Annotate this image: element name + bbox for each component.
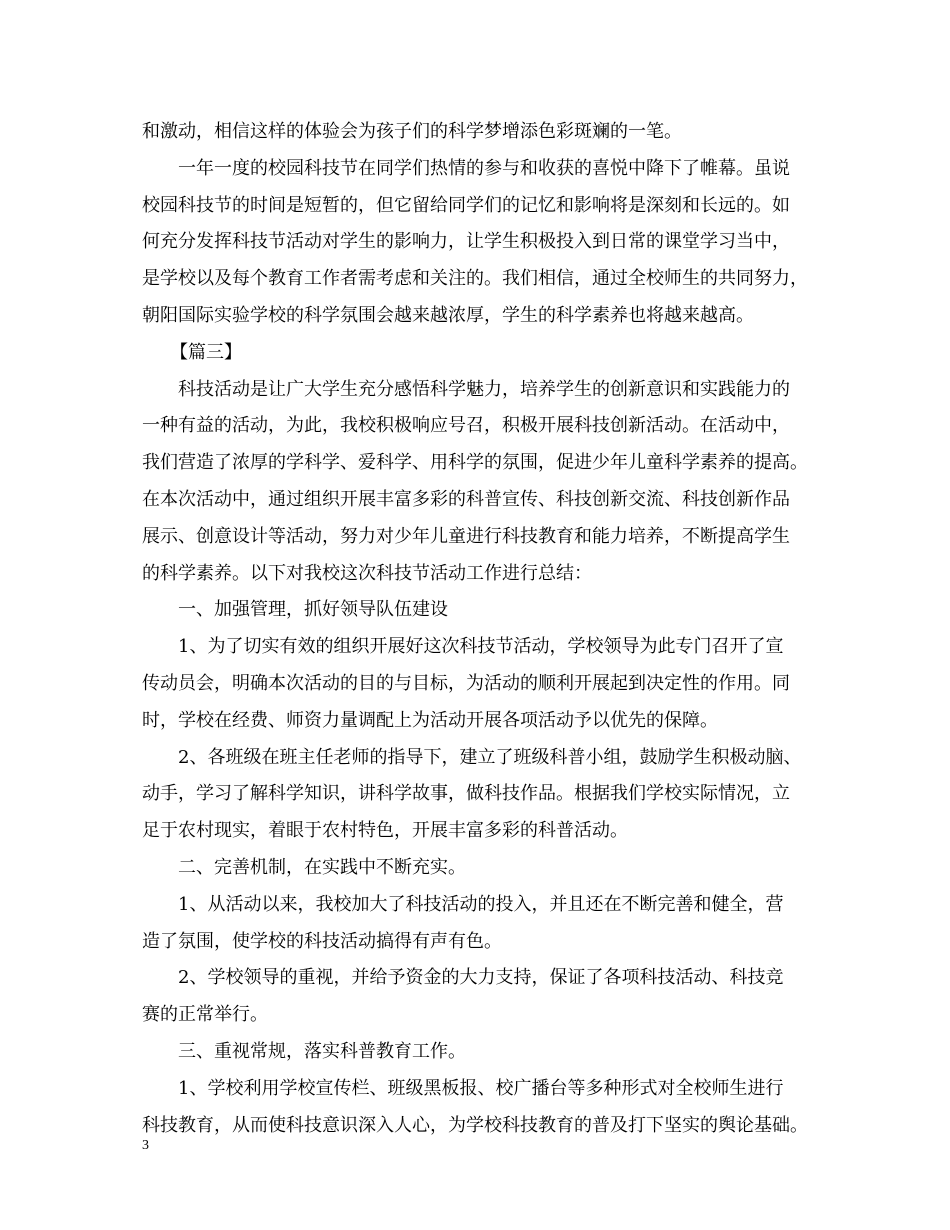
paragraph-start-line: 1、从活动以来，我校加大了科技活动的投入，并且还在不断完善和健全，营 bbox=[178, 893, 784, 915]
text-line: 传动员会，明确本次活动的目的与目标，为活动的顺利开展起到决定性的作用。同 bbox=[142, 672, 790, 694]
paragraph-start-line: 2、各班级在班主任老师的指导下，建立了班级科普小组，鼓励学生积极动脑、 bbox=[178, 746, 802, 768]
paragraph-start-line: 科技活动是让广大学生充分感悟科学魅力，培养学生的创新意识和实践能力的 bbox=[178, 378, 790, 400]
text-line: 我们营造了浓厚的学科学、爱科学、用科学的氛围，促进少年儿童科学素养的提高。 bbox=[142, 452, 808, 474]
paragraph-start-line: 2、学校领导的重视，并给予资金的大力支持，保证了各项科技活动、科技竞 bbox=[178, 967, 784, 989]
text-line: 的科学素养。以下对我校这次科技节活动工作进行总结： bbox=[142, 562, 592, 584]
subsection-heading: 二、完善机制，在实践中不断充实。 bbox=[178, 856, 466, 878]
text-line: 赛的正常举行。 bbox=[142, 1004, 268, 1026]
paragraph-start-line: 1、为了切实有效的组织开展好这次科技节活动，学校领导为此专门召开了宣 bbox=[178, 636, 784, 658]
text-line: 一种有益的活动，为此，我校积极响应号召，积极开展科技创新活动。在活动中， bbox=[142, 415, 790, 437]
paragraph-start-line: 一年一度的校园科技节在同学们热情的参与和收获的喜悦中降下了帷幕。虽说 bbox=[178, 157, 790, 179]
text-line: 足于农村现实，着眼于农村特色，开展丰富多彩的科普活动。 bbox=[142, 820, 628, 842]
section-heading: 【篇三】 bbox=[170, 341, 242, 363]
text-line: 朝阳国际实验学校的科学氛围会越来越浓厚，学生的科学素养也将越来越高。 bbox=[142, 304, 754, 326]
text-line: 科技教育，从而使科技意识深入人心，为学校科技教育的普及打下坚实的舆论基础。 bbox=[142, 1114, 808, 1136]
text-line: 造了氛围，使学校的科技活动搞得有声有色。 bbox=[142, 930, 502, 952]
document-body bbox=[142, 114, 822, 1144]
text-line: 展示、创意设计等活动，努力对少年儿童进行科技教育和能力培养，不断提高学生 bbox=[142, 525, 790, 547]
text-line: 何充分发挥科技节活动对学生的影响力，让学生积极投入到日常的课堂学习当中， bbox=[142, 231, 790, 253]
subsection-heading: 三、重视常规，落实科普教育工作。 bbox=[178, 1040, 466, 1062]
text-line: 校园科技节的时间是短暂的，但它留给同学们的记忆和影响将是深刻和长远的。如 bbox=[142, 194, 790, 216]
text-line: 时，学校在经费、师资力量调配上为活动开展各项活动予以优先的保障。 bbox=[142, 709, 718, 731]
text-line: 是学校以及每个教育工作者需考虑和关注的。我们相信，通过全校师生的共同努力， bbox=[142, 268, 808, 290]
text-line: 和激动，相信这样的体验会为孩子们的科学梦增添色彩斑斓的一笔。 bbox=[142, 121, 682, 142]
page-number: 3 bbox=[142, 1138, 149, 1153]
paragraph-start-line: 1、学校利用学校宣传栏、班级黑板报、校广播台等多种形式对全校师生进行 bbox=[178, 1077, 784, 1099]
text-line: 在本次活动中，通过组织开展丰富多彩的科普宣传、科技创新交流、科技创新作品 bbox=[142, 488, 790, 510]
subsection-heading: 一、加强管理，抓好领导队伍建设 bbox=[178, 599, 448, 621]
text-line: 动手，学习了解科学知识，讲科学故事，做科技作品。根据我们学校实际情况，立 bbox=[142, 783, 790, 805]
